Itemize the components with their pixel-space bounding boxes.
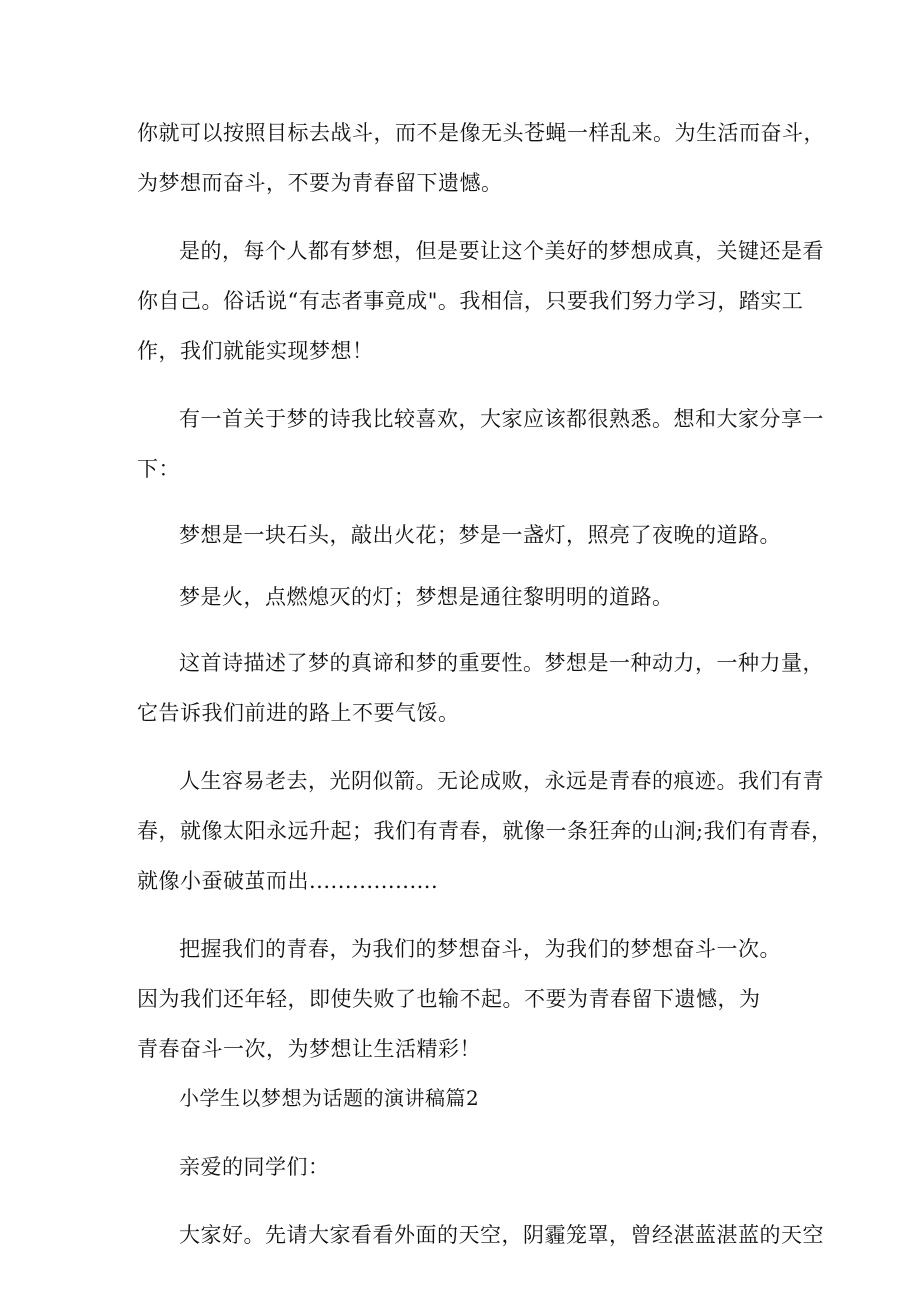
paragraph-7-line-2: 春，就像太阳永远升起；我们有青春，就像一条狂奔的山涧;我们有青春， <box>137 819 833 843</box>
paragraph-4-line-1: 梦想是一块石头，敲出火花；梦是一盏灯，照亮了夜晚的道路。 <box>179 523 781 547</box>
paragraph-2-line-2: 你自己。俗话说“有志者事竟成"。我相信，只要我们努力学习，踏实工 <box>137 289 804 313</box>
paragraph-2-line-1: 是的，每个人都有梦想，但是要让这个美好的梦想成真，关键还是看 <box>179 239 824 263</box>
paragraph-6-line-1: 这首诗描述了梦的真谛和梦的重要性。梦想是一种动力，一种力量， <box>179 651 824 675</box>
paragraph-6-line-2: 它告诉我们前进的路上不要气馁。 <box>137 701 460 725</box>
paragraph-3-line-2: 下： <box>137 457 180 481</box>
paragraph-7-line-3: 就像小蚕破茧而出.................. <box>137 869 439 893</box>
paragraph-10-line-1: 大家好。先请大家看看外面的天空，阴霾笼罩，曾经湛蓝湛蓝的天空 <box>179 1223 824 1247</box>
paragraph-1-line-1: 你就可以按照目标去战斗，而不是像无头苍蝇一样乱来。为生活而奋斗， <box>137 121 825 145</box>
salutation: 亲爱的同学们： <box>179 1155 330 1179</box>
paragraph-8-line-2: 因为我们还年轻，即使失败了也输不起。不要为青春留下遗憾，为 <box>137 987 761 1011</box>
paragraph-8-line-1: 把握我们的青春，为我们的梦想奋斗，为我们的梦想奋斗一次。 <box>179 937 781 961</box>
section-heading: 小学生以梦想为话题的演讲稿篇2 <box>179 1086 480 1110</box>
paragraph-1-line-2: 为梦想而奋斗，不要为青春留下遗憾。 <box>137 171 503 195</box>
paragraph-5-line-1: 梦是火，点燃熄灭的灯；梦想是通往黎明明的道路。 <box>179 585 674 609</box>
paragraph-2-line-3: 作，我们就能实现梦想！ <box>137 339 374 363</box>
paragraph-8-line-3: 青春奋斗一次，为梦想让生活精彩！ <box>137 1037 481 1061</box>
paragraph-3-line-1: 有一首关于梦的诗我比较喜欢，大家应该都很熟悉。想和大家分享一 <box>179 407 824 431</box>
paragraph-7-line-1: 人生容易老去，光阴似箭。无论成败，永远是青春的痕迹。我们有青 <box>179 769 824 793</box>
